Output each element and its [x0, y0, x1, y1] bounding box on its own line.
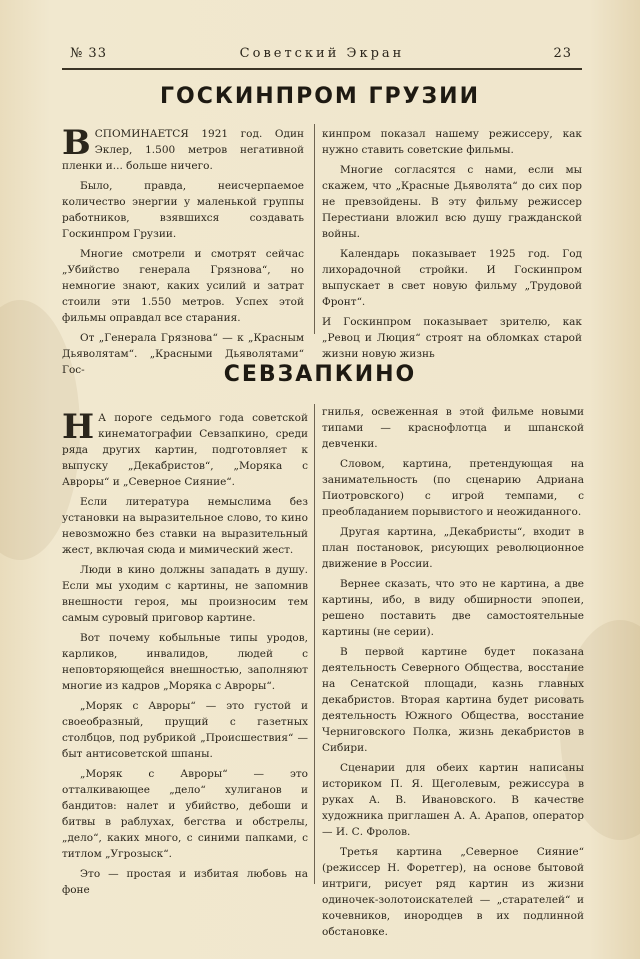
article1-title: ГОСКИНПРОМ ГРУЗИИ — [159, 84, 481, 109]
paragraph — [62, 123, 304, 174]
issue-number: № 33 — [70, 46, 107, 61]
header-rule — [62, 68, 582, 70]
article2-right-column — [322, 404, 584, 944]
paragraph: Было, правда, неисчерпаемое количество энергии у маленькой группы работников, взявшихся создавать Госкинпром Грузии. — [62, 180, 304, 240]
paragraph: В первой картине будет показана деятельность Северного Общества, восстание на Сенатской площади, казнь главных декабристов. Вторая картина будет рисовать деятельность Южного Общества, восстание Черниговского Полка, жизнь декабристов в Сибири. — [322, 646, 584, 754]
article1-left-column — [62, 123, 304, 382]
paragraph: Третья картина „Северное Сияние“ (режиссер Н. Форетгер), на основе бытовой интриги, рисует ряд картин из жизни одиночек-золотоискателей — „старателей“ и кочевников, инородцев в их подлинной обстановке. — [322, 846, 584, 938]
paragraph: Календарь показывает 1925 год. Год лихорадочной стройки. И Госкинпром выпускает в свет новую фильму „Трудовой Фронт“. — [322, 248, 582, 308]
paragraph: Вернее сказать, что это не картина, а две картины, ибо, в виду обширности эпопеи, решено поставить две самостоятельные картины (не серии). — [322, 578, 584, 638]
paragraph: Это — простая и избитая любовь на фоне — [62, 868, 308, 896]
paragraph: От „Генерала Грязнова“ — к „Красным Дьяволятам“. „Красными Дьяволятами“ Гос- — [62, 332, 304, 376]
paragraph-text: А пороге седьмого года советской кинематографии Севзапкино, среди ряда других картин, подготовляет к выпуску „Декабристов“, „Моряка с Авроры“ и „Северное Сияние“. — [62, 412, 308, 488]
paragraph: Словом, картина, претендующая на занимательность (по сценарию Адриана Пиотровского) с игрой темпами, с преобладанием порывистого и неожиданного. — [322, 458, 584, 518]
paragraph: Сценарии для обеих картин написаны историком П. Я. Щеголевым, режиссура в руках А. В. Ивановского. В качестве художника приглашен А. А. Арапов, оператор — И. С. Фролов. — [322, 762, 584, 838]
article1-right-column — [322, 126, 582, 366]
paragraph: кинпром показал нашему режиссеру, как нужно ставить советские фильмы. — [322, 128, 582, 156]
paragraph-text: СПОМИНАЕТСЯ 1921 год. Один Эклер, 1.500 метров негативной пленки и... больше ничего. — [62, 128, 304, 172]
article2-left-column — [62, 407, 308, 902]
page-number: 23 — [553, 46, 572, 61]
paragraph: „Моряк с Авроры“ — это густой и своеобразный, прущий с газетных столбцов, под рубрикой „Происшествия“ — быт антисоветской шпаны. — [62, 700, 308, 760]
paragraph — [62, 407, 308, 490]
paragraph: Вот почему кобыльные типы уродов, карликов, инвалидов, людей с неповторяющейся внешностью, заполняют многие из кадров „Моряка с Авроры“. — [62, 632, 308, 692]
article2-title: СЕВЗАПКИНО — [223, 362, 417, 387]
column-divider — [314, 124, 315, 334]
drop-cap: В — [62, 123, 91, 163]
paragraph: И Госкинпром показывает зрителю, как „Ревоц и Люция“ строят на обломках старой жизни новую жизнь — [322, 316, 582, 360]
paragraph: Если литература немыслима без установки на выразительное слово, то кино невозможно без ставки на выразительный жест, включая сюда и мимический жест. — [62, 496, 308, 556]
drop-cap: Н — [62, 407, 95, 447]
paragraph: Многие смотрели и смотрят сейчас „Убийство генерала Грязнова“, но немногие знают, каких усилий и затрат стоили эти 1.550 метров. Успех этой фильмы оправдал все старания. — [62, 248, 304, 324]
page-header — [62, 44, 582, 66]
paragraph: Другая картина, „Декабристы“, входит в план постановок, рисующих революционное движение в России. — [322, 526, 584, 570]
paragraph: гнилья, освеженная в этой фильме новыми типами — краснофлотца и шпанской девченки. — [322, 406, 584, 450]
column-divider — [314, 404, 315, 884]
paragraph: „Моряк с Авроры“ — это отталкивающее „дело“ хулиганов и бандитов: налет и убийство, дебоши и битвы в раблухах, бегства и обстрелы, „дело“, каких много, с синими папками, с титлом „Угрозыск“. — [62, 768, 308, 860]
magazine-title: Советский Экран — [239, 46, 405, 61]
paragraph: Люди в кино должны западать в душу. Если мы уходим с картины, не запомнив внешности героя, мы произносим тем самым суровый приговор картине. — [62, 564, 308, 624]
paragraph: Многие согласятся с нами, если мы скажем, что „Красные Дьяволята“ до сих пор не превзойдены. В эту фильму режиссер Перестиани вложил всю душу гражданской войны. — [322, 164, 582, 240]
